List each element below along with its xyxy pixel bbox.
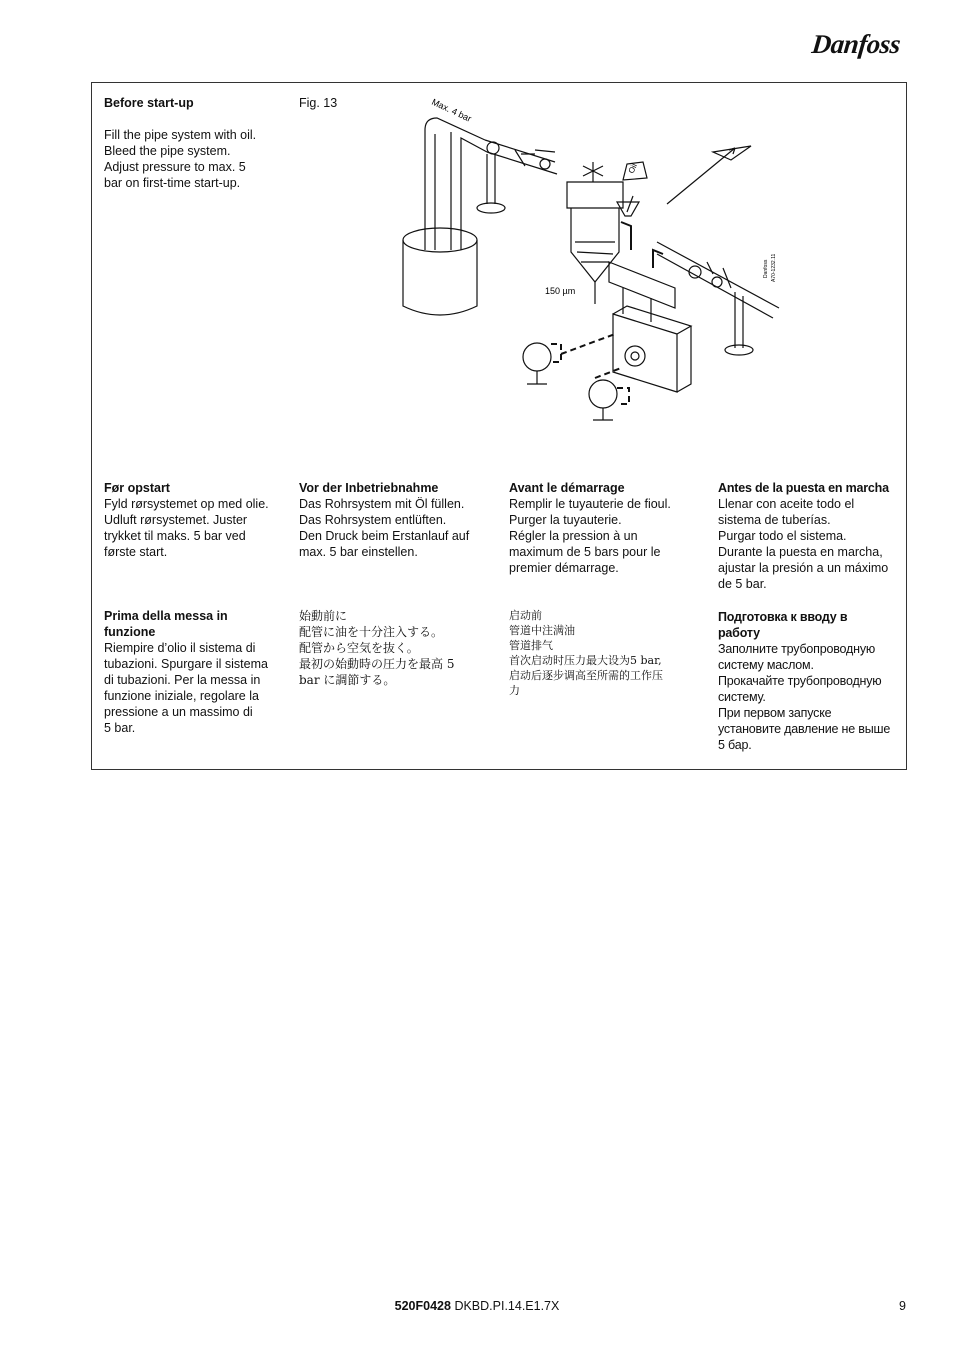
section-text-line: При первом запуске — [718, 706, 832, 720]
pump-gear — [625, 346, 645, 366]
section-fr — [509, 480, 709, 576]
section-text-line: Прокачайте трубопроводную — [718, 674, 882, 688]
diagram-brand-label: Danfoss — [763, 259, 769, 278]
section-text-line: bar に調節する。 — [299, 673, 396, 687]
section-text-line: sistema de tuberías. — [718, 513, 831, 527]
valve-1 — [487, 142, 499, 154]
section-text-line: pressione a un massimo di — [104, 705, 253, 719]
section-text-line: систему. — [718, 690, 766, 704]
section-heading: работу — [718, 626, 760, 640]
section-heading: Avant le démarrage — [509, 481, 625, 495]
section-ru — [718, 609, 906, 753]
section-text-line: 管道排气 — [509, 639, 553, 652]
section-text-line: trykket til maks. 5 bar ved — [104, 529, 246, 543]
filter-bowl — [571, 208, 619, 282]
filter-head — [567, 182, 623, 208]
brand-logo: Danfoss — [810, 29, 902, 59]
section-heading: Før opstart — [104, 481, 170, 495]
section-text-line: Remplir le tuyauterie de fioul. — [509, 497, 671, 511]
section-text-line: Udluft rørsystemet. Juster — [104, 513, 248, 527]
section-text-line: Заполните трубопроводную — [718, 642, 876, 656]
section-text-line: Durante la puesta en marcha, — [718, 545, 883, 559]
section-heading: Antes de la puesta en marcha — [718, 481, 889, 495]
section-text-line: 最初の始動時の圧力を最高 5 — [299, 657, 455, 671]
stand-foot — [477, 203, 505, 213]
section-text-line: Riempire d’olio il sistema di — [104, 641, 256, 655]
section-heading: Before start-up — [104, 96, 194, 110]
section-text-line: Das Rohrsystem entlüften. — [299, 513, 447, 527]
flow-arrow — [653, 250, 663, 268]
section-text-line: Purger la tuyauterie. — [509, 513, 622, 527]
section-text-line: Adjust pressure to max. 5 — [104, 160, 246, 174]
section-text-line: Den Druck beim Erstanlauf auf — [299, 529, 470, 543]
section-heading: funzione — [104, 625, 156, 639]
section-it — [104, 608, 294, 736]
filter-cross-handle — [583, 162, 603, 182]
section-text-line: bar on first-time start-up. — [104, 176, 241, 190]
oil-label: Oil — [626, 162, 639, 175]
section-text-line: Das Rohrsystem mit Öl füllen. — [299, 497, 465, 511]
figure-label: Fig. 13 — [299, 96, 338, 110]
section-heading: 始動前に — [299, 609, 348, 623]
section-text-line: tubazioni. Spurgare il sistema — [104, 657, 268, 671]
section-text-line: Purgar todo el sistema. — [718, 529, 847, 543]
pressure-gauge-2 — [589, 380, 617, 408]
doc-code: 520F0428 — [394, 1299, 451, 1313]
section-text-line: første start. — [104, 545, 168, 559]
valve-2 — [540, 159, 550, 169]
section-heading: 启动前 — [509, 609, 542, 622]
section-text-line: 配管に油を十分注入する。 — [299, 625, 444, 639]
section-text-line: max. 5 bar einstellen. — [299, 545, 418, 559]
valve-assembly — [609, 262, 675, 308]
spray-cone — [713, 146, 751, 160]
section-text-line: Llenar con aceite todo el — [718, 497, 855, 511]
section-text-line: Fill the pipe system with oil. — [104, 128, 257, 142]
flow-arrow — [621, 222, 631, 250]
tank-body — [403, 240, 477, 315]
max-pressure-label: Max. 4 bar — [430, 96, 473, 124]
nozzle-arrow — [667, 148, 735, 204]
section-da — [104, 480, 294, 560]
installation-diagram — [395, 92, 795, 432]
section-ja — [299, 608, 499, 688]
section-text-line: Fyld rørsystemet op med olie. — [104, 497, 269, 511]
section-text-line: funzione iniziale, regolare la — [104, 689, 259, 703]
section-en — [104, 95, 284, 191]
page-footer — [0, 1298, 954, 1314]
gauge-connection-1 — [561, 334, 615, 354]
section-es — [718, 480, 906, 592]
section-text-line: ajustar la presión a un máximo — [718, 561, 889, 575]
pressure-gauge-1 — [523, 343, 551, 371]
section-text-line: 力 — [509, 684, 520, 697]
section-text-line: 配管から空気を抜く。 — [299, 641, 419, 655]
return-pipe — [461, 138, 487, 250]
section-text-line: 首次启动时压力最大设为5 bar, — [509, 654, 662, 667]
doc-reference: DKBD.PI.14.E1.7X — [454, 1299, 560, 1313]
suction-pipe — [425, 118, 485, 250]
section-text-line: premier démarrage. — [509, 561, 619, 575]
section-text-line: Bleed the pipe system. — [104, 144, 231, 158]
section-heading: Подготовка к вводу в — [718, 610, 848, 624]
tank-top — [403, 228, 477, 252]
section-text-line: de 5 bar. — [718, 577, 767, 591]
section-text-line: 管道中注满油 — [509, 624, 575, 637]
filter-mesh-label: 150 µm — [545, 286, 576, 296]
section-text-line: установите давление не выше — [718, 722, 891, 736]
section-text-line: maximum de 5 bars pour le — [509, 545, 661, 559]
section-zh — [509, 608, 709, 698]
diagram-code-label: A70-1232.11 — [771, 253, 777, 282]
section-text-line: 5 bar. — [104, 721, 136, 735]
section-heading: Vor der Inbetriebnahme — [299, 481, 439, 495]
page-number: 9 — [899, 1299, 906, 1313]
stand-foot — [725, 345, 753, 355]
section-text-line: систему маслом. — [718, 658, 814, 672]
section-text-line: 启动后逐步调高至所需的工作压 — [509, 669, 663, 682]
section-text-line: Régler la pression à un — [509, 529, 638, 543]
section-text-line: 5 бар. — [718, 738, 752, 752]
section-text-line: di tubazioni. Per la messa in — [104, 673, 261, 687]
section-de — [299, 480, 499, 560]
section-heading: Prima della messa in — [104, 609, 228, 623]
